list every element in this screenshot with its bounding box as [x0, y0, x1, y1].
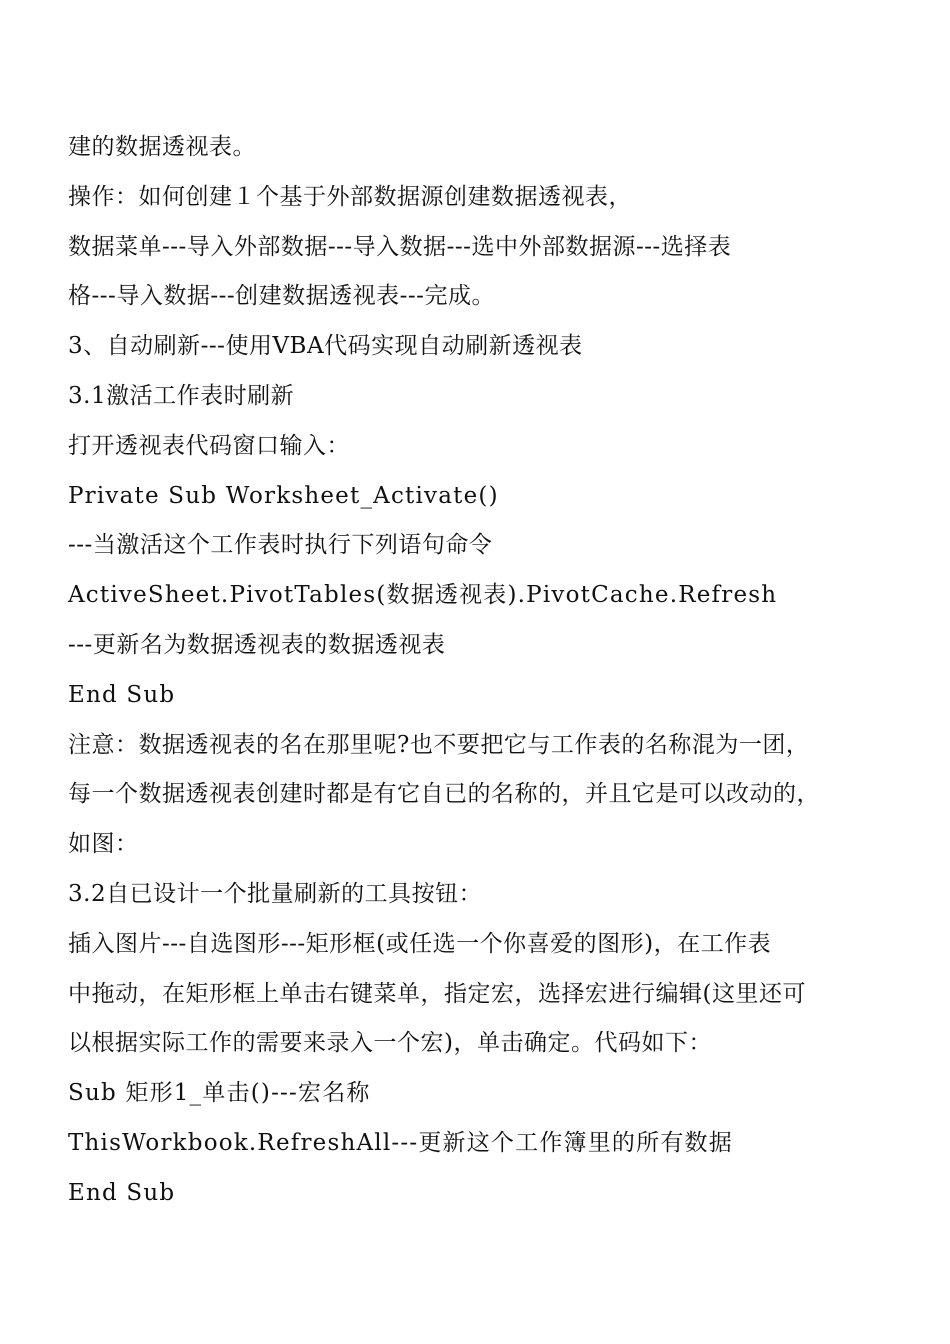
code-line: ActiveSheet.PivotTables(数据透视表).PivotCache.Refresh	[68, 582, 778, 609]
subsection-heading: 3.2自已设计一个批量刷新的工具按钮：	[68, 880, 483, 907]
code-line: ThisWorkbook.RefreshAll---更新这个工作簿里的所有数据	[68, 1129, 733, 1156]
code-line: Sub 矩形1_单击()---宏名称	[68, 1080, 371, 1107]
text-line: 以根据实际工作的需要来录入一个宏)，单击确定。代码如下：	[68, 1030, 712, 1057]
text-line: 建的数据透视表。	[68, 134, 256, 160]
text-line: 数据菜单---导入外部数据---导入数据---选中外部数据源---选择表	[68, 233, 732, 260]
note-line: 如图：	[68, 831, 139, 858]
subsection-heading: 3.1激活工作表时刷新	[68, 382, 295, 409]
text-line: 操作：如何创建１个基于外部数据源创建数据透视表，	[68, 183, 632, 210]
note-line: 每一个数据透视表创建时都是有它自已的名称的，并且它是可以改动的，	[68, 781, 820, 808]
code-line: Private Sub Worksheet_Activate()	[68, 482, 499, 509]
note-line: 注意：数据透视表的名在那里呢?也不要把它与工作表的名称混为一团，	[68, 731, 810, 758]
document-body	[68, 123, 888, 1219]
text-line: 插入图片---自选图形---矩形框(或任选一个你喜爱的图形)，在工作表	[68, 930, 772, 957]
text-line: 格---导入数据---创建数据透视表---完成。	[68, 283, 495, 310]
code-comment: ---当激活这个工作表时执行下列语句命令	[68, 532, 493, 559]
text-line: 打开透视表代码窗口输入：	[68, 432, 350, 459]
code-line: End Sub	[68, 681, 176, 708]
text-line: 中拖动，在矩形框上单击右键菜单，指定宏，选择宏进行编辑(这里还可	[68, 980, 806, 1007]
code-comment: ---更新名为数据透视表的数据透视表	[68, 631, 446, 658]
section-heading: 3、自动刷新---使用VBA代码实现自动刷新透视表	[68, 333, 583, 360]
code-line: End Sub	[68, 1179, 176, 1206]
